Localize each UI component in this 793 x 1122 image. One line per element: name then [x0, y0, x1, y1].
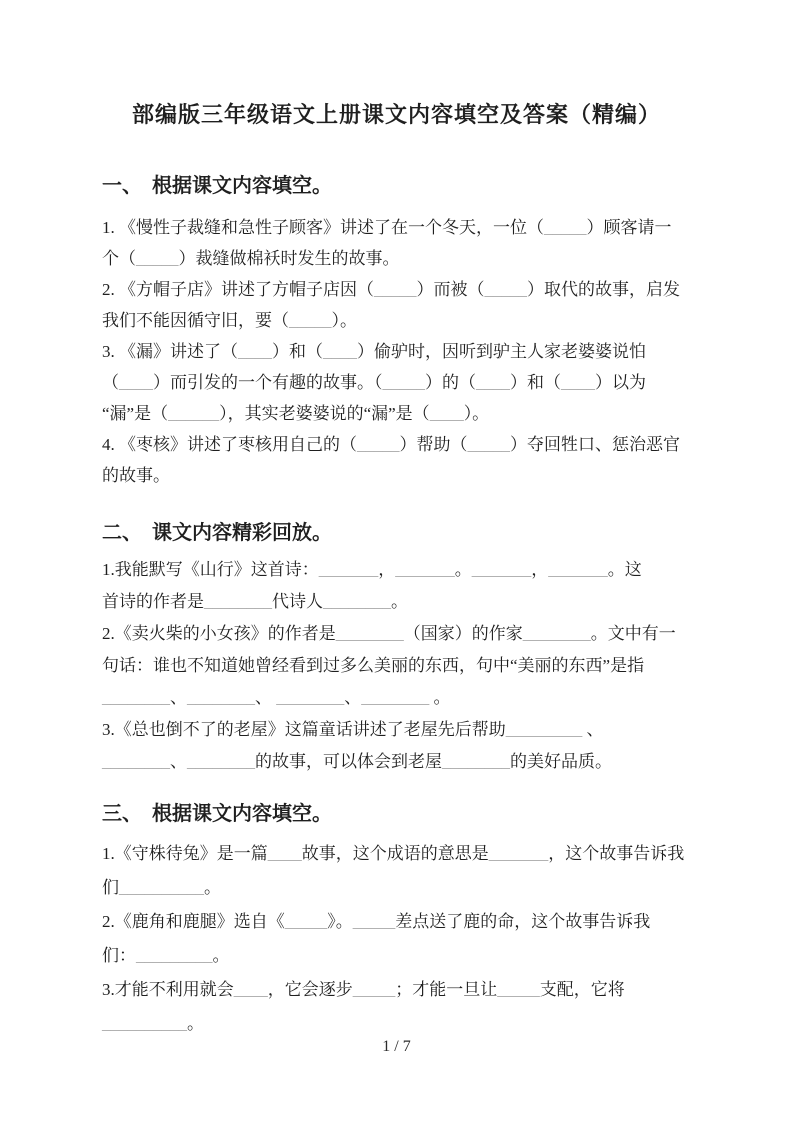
section-3 — [102, 800, 691, 1041]
fill-in-blank: _____ — [484, 280, 527, 299]
question-item — [102, 274, 691, 336]
fill-in-blank: ________ — [276, 688, 345, 707]
fill-in-blank: _____ — [544, 218, 587, 237]
fill-in-blank: _____ — [382, 373, 425, 392]
section-1-heading: 一、 根据课文内容填空。 — [102, 175, 332, 197]
section-2-heading: 二、 课文内容精彩回放。 — [102, 522, 332, 544]
text-line: 2. 《方帽子店》讲述了方帽子店因（_____）而被（_____）取代的故事，启发 — [102, 280, 680, 299]
text-line: 我们不能因循守旧，要（_____）。 — [102, 311, 357, 330]
text-line: 的故事。 — [102, 466, 170, 485]
fill-in-blank: ________ — [323, 592, 391, 611]
text-line: 2.《鹿角和鹿腿》选自《_____》。_____差点送了鹿的命，这个故事告诉我 — [102, 912, 651, 931]
text-line: 1.我能默写《山行》这首诗：_______，_______。_______，_______。这 — [102, 560, 642, 579]
fill-in-blank: _____ — [357, 435, 400, 454]
question-item — [102, 212, 691, 274]
text-line: 句话：谁也不知道她曾经看到过多么美丽的东西，句中“美丽的东西”是指 — [102, 656, 645, 675]
text-line: ________、________、 ________、________ 。 — [102, 688, 451, 707]
text-line: 3. 《漏》讲述了（____）和（____）偷驴时，因听到驴主人家老婆婆说怕 — [102, 342, 646, 361]
fill-in-blank: _____ — [497, 980, 540, 999]
question-item — [102, 837, 691, 905]
fill-in-blank: ______ — [168, 404, 220, 423]
fill-in-blank: ____ — [233, 980, 268, 999]
fill-in-blank: _______ — [395, 560, 455, 579]
section-1-body — [102, 212, 691, 491]
text-line: 3.才能不利用就会____，它会逐步_____；才能一旦让_____支配，它将 — [102, 980, 625, 999]
text-line: __________。 — [102, 1014, 204, 1033]
fill-in-blank: _________ — [505, 720, 583, 739]
fill-in-blank: ________ — [204, 592, 272, 611]
text-line: 1. 《慢性子裁缝和急性子顾客》讲述了在一个冬天，一位（_____）顾客请一 — [102, 218, 672, 237]
fill-in-blank: ________ — [361, 688, 430, 707]
text-line: 3.《总也倒不了的老屋》这篇童话讲述了老屋先后帮助_________ 、 — [102, 720, 604, 739]
text-line: 4. 《枣核》讲述了枣核用自己的（_____）帮助（_____）夺回牲口、惩治恶官 — [102, 435, 680, 454]
section-1 — [102, 172, 691, 491]
fill-in-blank: ____ — [429, 404, 464, 423]
text-line: 们__________。 — [102, 878, 221, 897]
question-item — [102, 714, 691, 778]
question-item — [102, 973, 691, 1041]
text-line: ________、________的故事，可以体会到老屋________的美好品质。 — [102, 752, 612, 771]
fill-in-blank: ________ — [187, 688, 255, 707]
fill-in-blank: _______ — [548, 560, 608, 579]
fill-in-blank: ____ — [119, 373, 153, 392]
fill-in-blank: _____ — [352, 980, 396, 999]
section-3-heading: 三、 根据课文内容填空。 — [102, 803, 332, 825]
section-3-body — [102, 837, 691, 1041]
question-item — [102, 618, 691, 714]
question-item — [102, 554, 691, 618]
fill-in-blank: _____ — [374, 280, 417, 299]
fill-in-blank: ________ — [187, 752, 255, 771]
fill-in-blank: _____ — [284, 912, 328, 931]
section-2 — [102, 519, 691, 778]
text-line: “漏”是（______），其实老婆婆说的“漏”是（____）。 — [102, 404, 490, 423]
question-item — [102, 336, 691, 429]
fill-in-blank: _________ — [136, 946, 213, 965]
fill-in-blank: ____ — [238, 342, 272, 361]
fill-in-blank: ________ — [442, 752, 510, 771]
question-item — [102, 905, 691, 973]
fill-in-blank: ____ — [267, 844, 302, 863]
fill-in-blank: _______ — [488, 844, 549, 863]
fill-in-blank: ________ — [335, 624, 404, 643]
fill-in-blank: ____ — [323, 342, 357, 361]
fill-in-blank: ________ — [102, 688, 170, 707]
fill-in-blank: ____ — [561, 373, 595, 392]
fill-in-blank: _______ — [318, 560, 379, 579]
fill-in-blank: _____ — [136, 249, 179, 268]
fill-in-blank: ________ — [522, 624, 591, 643]
section-2-body — [102, 554, 691, 778]
text-line: 个（_____）裁缝做棉袄时发生的故事。 — [102, 249, 400, 268]
document-title: 部编版三年级语文上册课文内容填空及答案（精编） — [131, 102, 661, 127]
fill-in-blank: __________ — [102, 1014, 187, 1033]
text-line: 们：_________。 — [102, 946, 230, 965]
text-line: 1.《守株待兔》是一篇____故事，这个成语的意思是_______，这个故事告诉我 — [102, 844, 685, 863]
fill-in-blank: ____ — [476, 373, 510, 392]
text-line: 首诗的作者是________代诗人________。 — [102, 592, 408, 611]
fill-in-blank: __________ — [119, 878, 204, 897]
fill-in-blank: _______ — [471, 560, 532, 579]
text-line: （____）而引发的一个有趣的故事。（_____）的（____）和（____）以为 — [102, 373, 646, 392]
text-line: 2.《卖火柴的小女孩》的作者是________（国家）的作家________。文中有一 — [102, 624, 676, 643]
fill-in-blank: _____ — [467, 435, 510, 454]
fill-in-blank: _____ — [289, 311, 332, 330]
fill-in-blank: _____ — [352, 912, 396, 931]
page-number: 1 / 7 — [382, 1038, 411, 1055]
fill-in-blank: ________ — [102, 752, 170, 771]
question-item — [102, 429, 691, 491]
